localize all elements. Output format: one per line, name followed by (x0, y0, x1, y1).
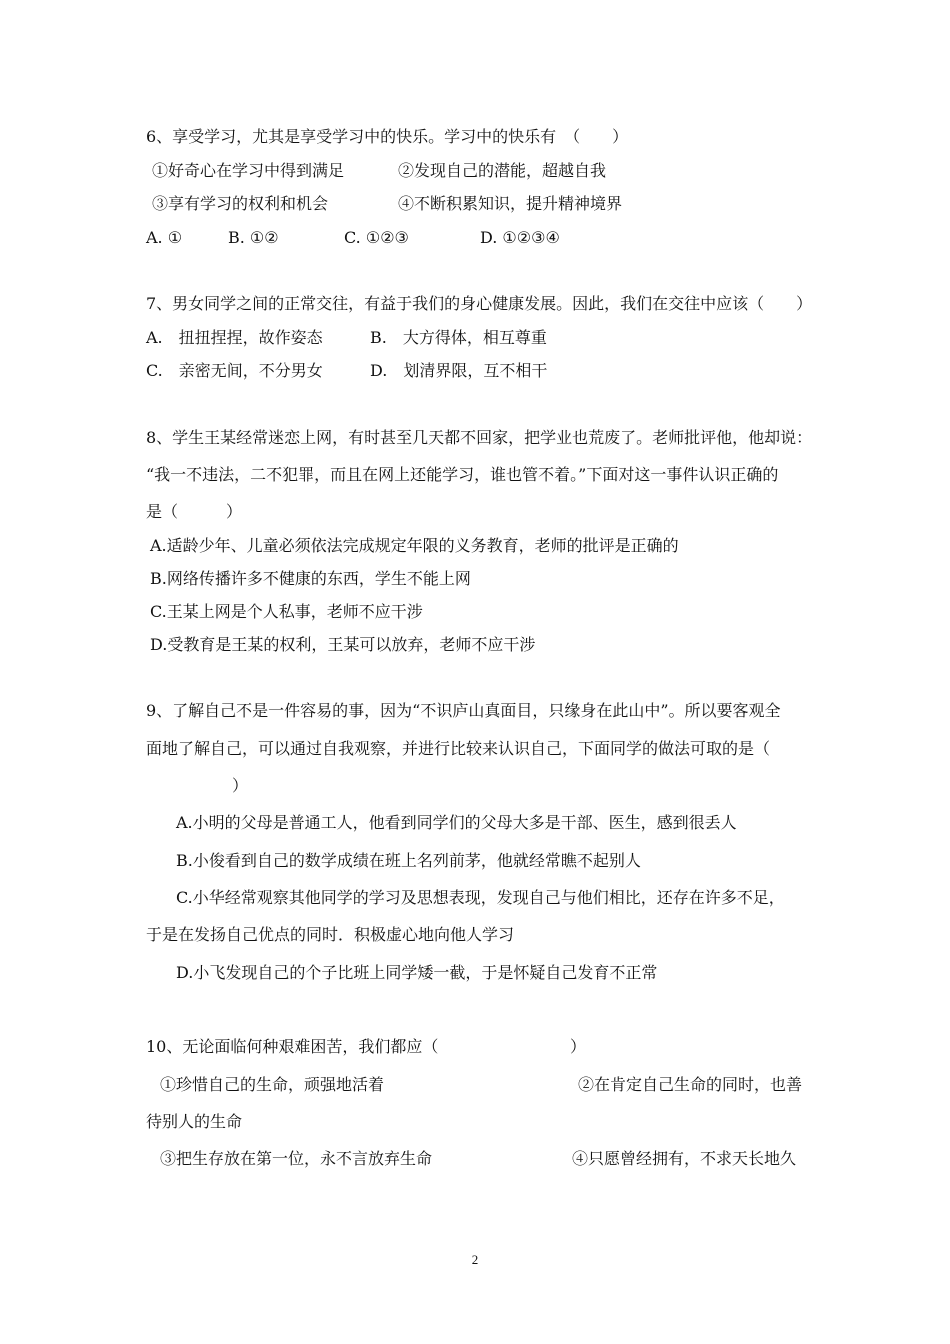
q8-option-c: C.王某上网是个人私事，老师不应干涉 (150, 602, 423, 621)
q6-item-3: ③享有学习的权利和机会 (152, 194, 329, 213)
q8-option-d: D.受教育是王某的权利，王某可以放弃，老师不应干涉 (150, 635, 536, 654)
q10-stem-paren-close: ） (570, 1037, 587, 1056)
q7-stem: 7、男女同学之间的正常交往，有益于我们的身心健康发展。因此，我们在交往中应该（ ） (146, 294, 813, 313)
q10-item-3: ③把生存放在第一位，永不言放弃生命 (160, 1149, 433, 1168)
q6-item-1: ①好奇心在学习中得到满足 (152, 161, 345, 180)
q8-option-b: B.网络传播许多不健康的东西，学生不能上网 (150, 569, 471, 588)
q10-item-2: ②在肯定自己生命的同时，也善 (578, 1075, 803, 1094)
q6-item-2: ②发现自己的潜能，超越自我 (398, 161, 607, 180)
q9-stem-line-1: 9、了解自己不是一件容易的事，因为“不识庐山真面目，只缘身在此山中”。所以要客观全 (146, 701, 781, 720)
page-number: 2 (471, 1252, 479, 1267)
q9-option-b: B.小俊看到自己的数学成绩在班上名列前茅，他就经常瞧不起别人 (176, 851, 641, 870)
q6-stem: 6、享受学习，尤其是享受学习中的快乐。学习中的快乐有 （ ） (146, 127, 629, 146)
q6-option-a: A. ① (146, 228, 183, 247)
q7-option-c: C. 亲密无间，不分男女 (146, 361, 323, 380)
q8-stem-line-2: “我一不违法，二不犯罪，而且在网上还能学习，谁也管不着。”下面对这一事件认识正确的 (146, 465, 779, 484)
q9-option-d: D.小飞发现自己的个子比班上同学矮一截，于是怀疑自己发育不正常 (176, 963, 658, 982)
q10-item-1: ①珍惜自己的生命，顽强地活着 (160, 1075, 385, 1094)
q7-option-b: B. 大方得体，相互尊重 (370, 328, 547, 347)
q6-option-d: D. ①②③④ (480, 228, 560, 247)
q10-item-2-continued: 待别人的生命 (146, 1112, 243, 1131)
q8-stem-line-1: 8、学生王某经常迷恋上网，有时甚至几天都不回家，把学业也荒废了。老师批评他，他却说： (146, 428, 813, 447)
q9-stem-line-3: ） (232, 776, 249, 795)
q8-option-a: A.适龄少年、儿童必须依法完成规定年限的义务教育，老师的批评是正确的 (150, 536, 679, 555)
q10-item-4: ④只愿曾经拥有，不求天长地久 (572, 1149, 797, 1168)
q9-option-c-line-1: C.小华经常观察其他同学的学习及思想表现，发现自己与他们相比，还存在许多不足， (176, 888, 785, 907)
q6-option-b: B. ①② (228, 228, 279, 247)
q7-option-a: A. 扭扭捏捏，故作姿态 (146, 328, 323, 347)
q9-option-a: A.小明的父母是普通工人，他看到同学们的父母大多是干部、医生，感到很丢人 (176, 813, 737, 832)
q9-stem-line-2: 面地了解自己，可以通过自我观察，并进行比较来认识自己，下面同学的做法可取的是（ (146, 739, 771, 758)
q9-option-c-line-2: 于是在发扬自己优点的同时．积极虚心地向他人学习 (146, 925, 515, 944)
q10-stem: 10、无论面临何种艰难困苦，我们都应（ (146, 1037, 439, 1056)
q7-option-d: D. 划清界限，互不相干 (370, 361, 548, 380)
q8-stem-line-3: 是（ ） (146, 502, 243, 521)
q6-option-c: C. ①②③ (344, 228, 409, 247)
q6-item-4: ④不断积累知识，提升精神境界 (398, 194, 623, 213)
